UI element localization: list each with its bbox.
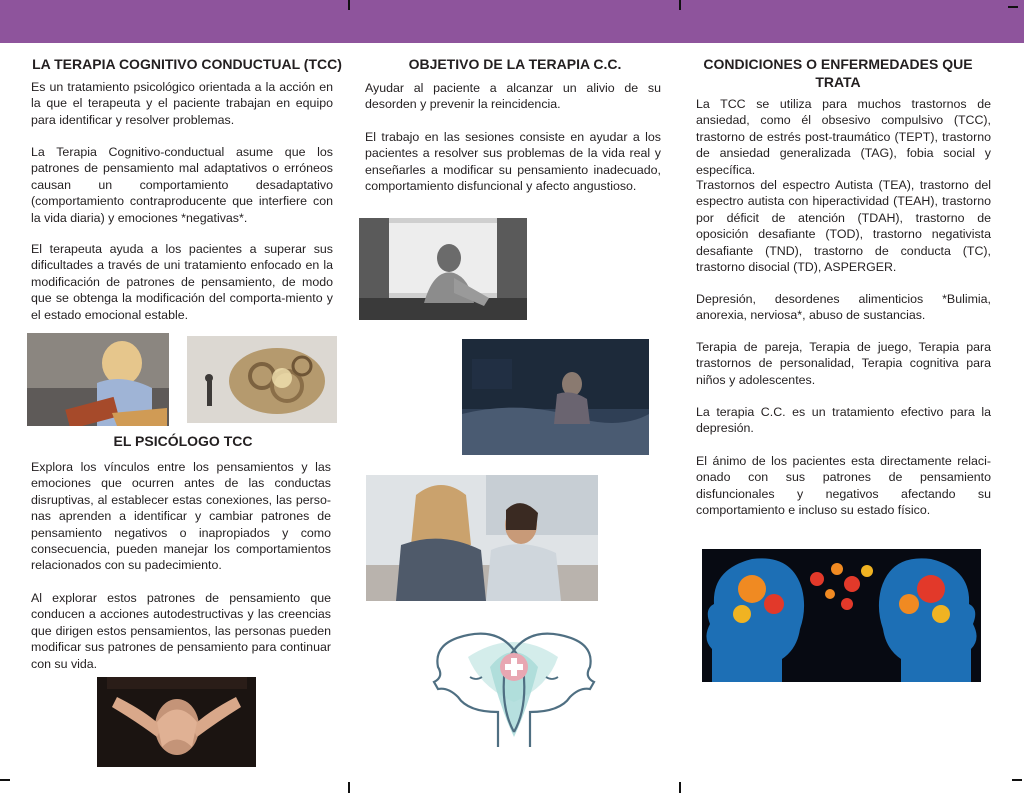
tcc-title: LA TERAPIA COGNITIVO CONDUCTUAL (TCC) <box>32 56 342 72</box>
objective-paragraph-2: El trabajo en las sesiones consiste en ayudar a los pacientes a resolver sus problemas de la vida real y enseñarles a modificar su pensamiento inadecuado, comportamiento disfuncional y afecto angustioso. <box>365 130 661 194</box>
tcc-paragraph-3: El terapeuta ayuda a los pacientes a superar sus dificultades a través de uni tratamiento enfocado en la modificación de patrones de pensamiento, de modo que se obtenga la modificación del comporta-miento y el estado emocional estable. <box>31 242 333 322</box>
sad-woman-window-photo <box>359 218 527 320</box>
therapy-session-photo <box>366 475 598 601</box>
psychologist-title: EL PSICÓLOGO TCC <box>113 433 253 449</box>
woman-reading-photo <box>27 333 169 426</box>
hands-over-face-photo <box>97 677 256 767</box>
conditions-title: CONDICIONES O ENFERMEDADES QUE TRATA <box>703 56 973 90</box>
conditions-paragraph-2: Trastornos del espectro Autista (TEA), trastorno del espectro autista con hiperactividad (TEAH), trastorno por déficit de atención (TDAH), trastorno de oposición desafiante (TOD), trastorno negativista desafiante (TND), trastorno de conducta (TC), trastorno disocial (TD), ASPERGER. <box>696 178 991 275</box>
crop-mark <box>0 779 10 781</box>
objective-paragraph-1: Ayudar al paciente a alcanzar un alivio de su desorden y prevenir la reincidencia. <box>365 81 661 112</box>
psychologist-paragraph-2: Al explorar estos patrones de pensamiento que conducen a acciones autodestructivas y las creencias que dirigen estos pensamientos, las personas pueden modificar sus patrones de pensamiento para continuar con su vida. <box>31 591 331 671</box>
header-bar <box>0 0 1024 43</box>
conditions-paragraph-3: Depresión, desordenes alimenticios *Bulimia, anorexia, nerviosa*, abuso de sustancias. <box>696 292 991 323</box>
crop-mark <box>679 782 681 793</box>
crop-mark <box>1012 779 1022 781</box>
two-heads-cross-icon <box>428 627 600 755</box>
crop-mark <box>348 0 350 10</box>
sleepless-woman-bed-photo <box>462 339 649 455</box>
conditions-paragraph-4: Terapia de pareja, Terapia de juego, Terapia para trastornos de personalidad, Terapia cognitiva para niños y adolescentes. <box>696 340 991 387</box>
conditions-paragraph-5: La terapia C.C. es un tratamiento efectivo para la depresión. <box>696 405 991 436</box>
conditions-paragraph-6: El ánimo de los pacientes esta directamente relaci-onado con sus patrones de pensamiento disfuncionales y negativos afectando su comportamiento e incluso su estado físico. <box>696 454 991 518</box>
crop-mark <box>679 0 681 10</box>
psychologist-paragraph-1: Explora los vínculos entre los pensamientos y las emociones que ocurren antes de las conductas disruptivas, al establecer estas conexiones, las perso-nas aprenden a identificar y cambiar patrones de pensamiento negativos o inapropiados y como consecuencia, pueden manejar los comportamientos relacionados con su padecimiento. <box>31 460 331 573</box>
tcc-paragraph-2: La Terapia Cognitivo-conductual asume que los patrones de pensamiento mal adaptativos o erróneos causan un comportamiento desadaptativo (comportamiento contraproducente que interfiere con la vida diaria) y emociones *negativas*. <box>31 145 333 225</box>
tcc-paragraph-1: Es un tratamiento psicológico orientada a la acción en la que el terapeuta y el paciente trabajan en equipo para identificar y resolver problemas. <box>31 80 333 127</box>
crop-mark <box>348 782 350 793</box>
crop-mark <box>1008 6 1018 8</box>
gear-heads-photo <box>702 549 981 682</box>
brain-gears-photo <box>187 336 337 423</box>
conditions-paragraph-1: La TCC se utiliza para muchos trastornos de ansiedad, como él obsesivo compulsivo (TCC), trastorno de estrés post-traumático (TEPT), trastorno de ansiedad generalizada (TAG), fobia social y específica. <box>696 97 991 177</box>
objective-title: OBJETIVO DE LA TERAPIA C.C. <box>408 56 622 72</box>
